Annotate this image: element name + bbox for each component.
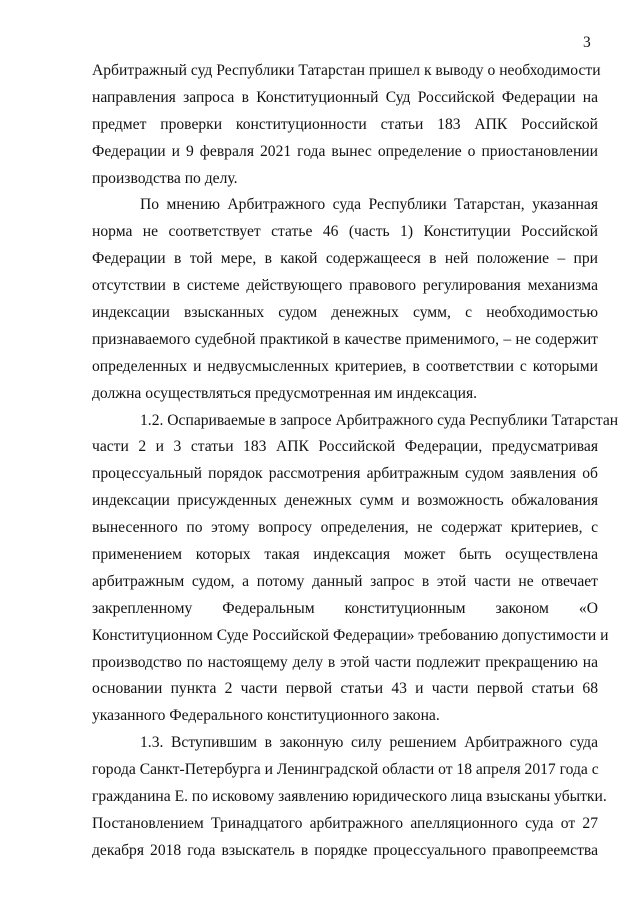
text-line: гражданина Е. по исковому заявлению юридического лица взысканы убытки. [92, 788, 607, 806]
text-line: Арбитражный суд Республики Татарстан пришел к выводу о необходимости [92, 62, 601, 79]
text-line: отсутствии в системе действующего правового регулирования механизма [92, 277, 598, 295]
text-line: Конституционном Суде Российской Федерации» требованию допустимости и [92, 626, 609, 644]
text-line: производства по делу. [92, 169, 238, 187]
text-line: вынесенного по этому вопросу определения, не содержат критериев, с [92, 519, 598, 537]
paragraph [92, 408, 619, 731]
text-line: Постановлением Тринадцатого арбитражного апелляционного суда от 27 [92, 814, 598, 832]
text-line: направления запроса в Конституционный Суд Российской Федерации на [92, 88, 598, 106]
text-line: 1.3. Вступившим в законную силу решением Арбитражного суда [140, 734, 598, 752]
text-line: декабря 2018 года взыскатель в порядке процессуального правопреемства [92, 841, 598, 859]
text-line: процессуальный порядок рассмотрения арбитражным судом заявления об [92, 465, 598, 483]
text-line: применением которых такая индексация может быть осуществлена [92, 546, 598, 564]
text-line: части 2 и 3 статьи 183 АПК Российской Федерации, предусматривая [92, 438, 598, 456]
text-line: норма не соответствует статье 46 (часть 1) Конституции Российской [92, 223, 598, 241]
text-line: основании пункта 2 части первой статьи 43 и части первой статьи 68 [92, 680, 598, 698]
text-line: города Санкт-Петербурга и Ленинградской области от 18 апреля 2017 года с [92, 761, 599, 779]
text-line: должна осуществляться предусмотренная им индексация. [92, 384, 478, 402]
text-line: Федерации в той мере, в какой содержащееся в ней положение – при [92, 250, 598, 268]
paragraph [92, 730, 607, 864]
text-line: предмет проверки конституционности статьи 183 АПК Российской [92, 115, 598, 133]
text-line: закрепленному Федеральным конституционным законом «О [92, 599, 598, 617]
text-line: По мнению Арбитражного суда Республики Татарстан, указанная [140, 196, 598, 214]
text-line: арбитражным судом, а потому данный запрос в этой части не отвечает [92, 572, 598, 590]
paragraph [92, 58, 601, 192]
text-line: производство по настоящему делу в этой части подлежит прекращению на [92, 653, 598, 671]
text-line: Федерации и 9 февраля 2021 года вынес определение о приостановлении [92, 142, 598, 160]
text-line: индексации взысканных судом денежных сумм, с необходимостью [92, 304, 598, 322]
text-line: указанного Федерального конституционного закона. [92, 707, 440, 725]
text-line: признаваемого судебной практикой в качестве применимого, – не содержит [92, 330, 598, 348]
page-number: 3 [583, 34, 591, 51]
paragraph [92, 192, 598, 407]
document-body [92, 58, 619, 865]
text-line: 1.2. Оспариваемые в запросе Арбитражного суда Республики Татарстан [140, 411, 619, 429]
text-line: индексации присужденных денежных сумм и возможность обжалования [92, 492, 598, 510]
text-line: определенных и недвусмысленных критериев, в соответствии с которыми [92, 357, 598, 375]
